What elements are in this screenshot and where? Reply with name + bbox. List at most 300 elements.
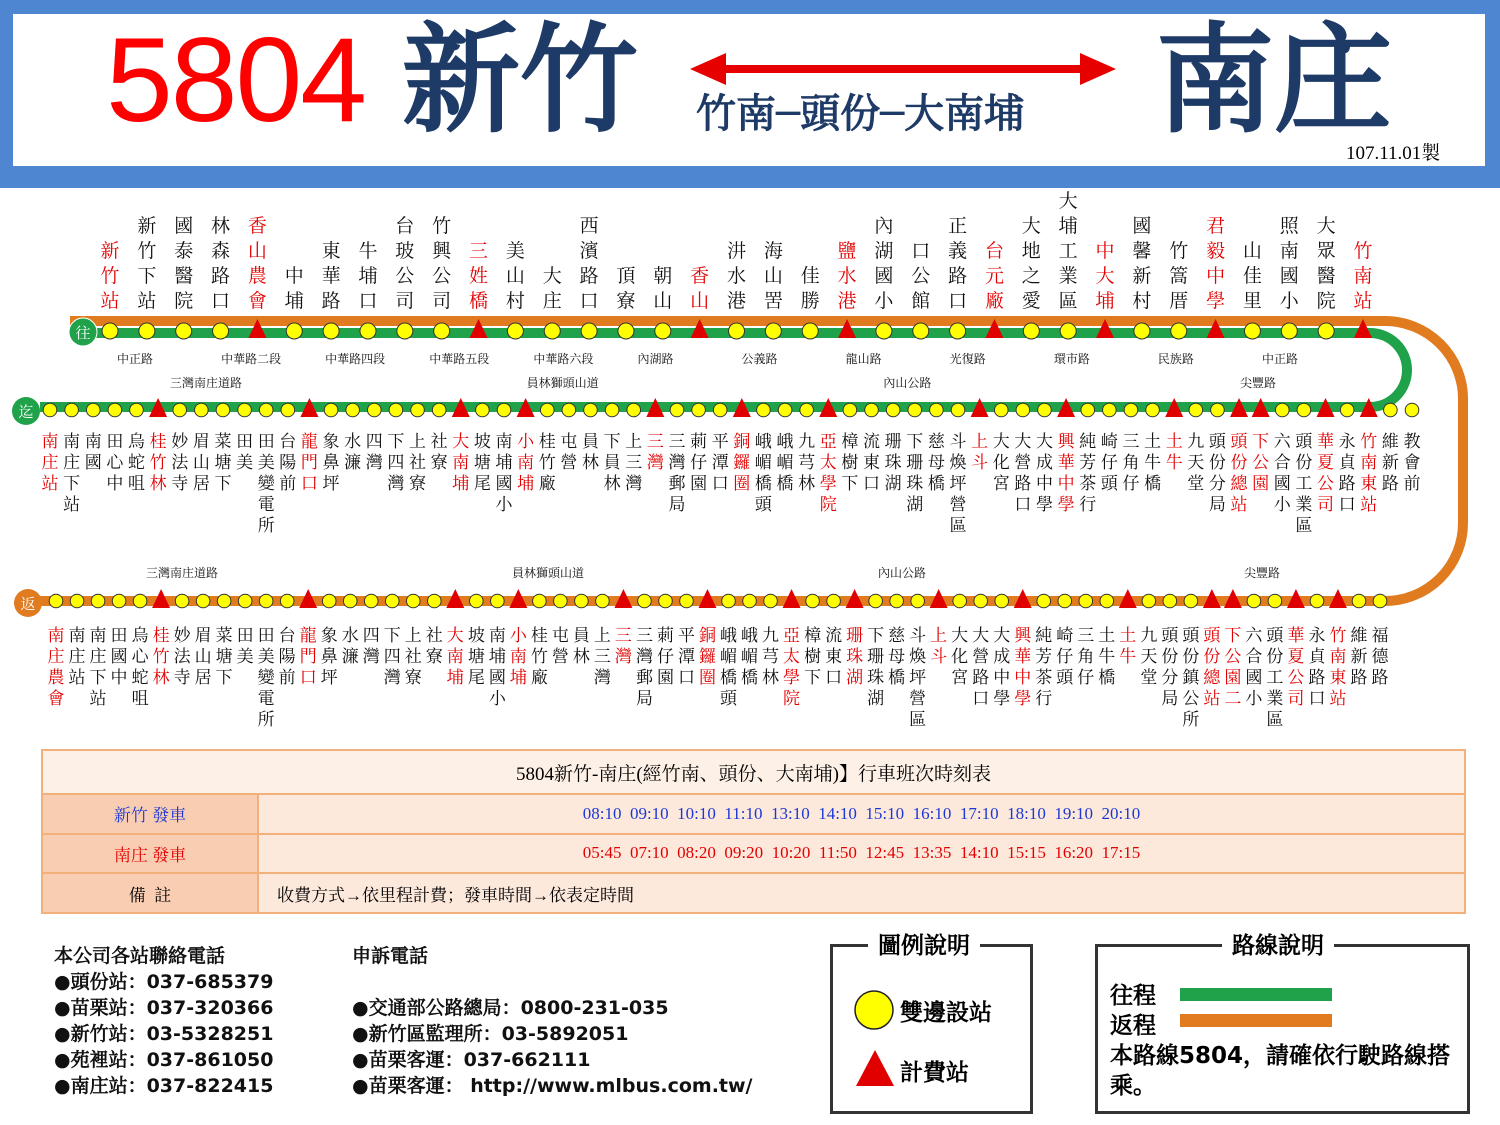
stop-label: 大埔工業區 (1058, 190, 1078, 312)
stop-dot (238, 594, 252, 608)
stop-label: 山佳里 (1242, 240, 1262, 312)
svg-text:返: 返 (20, 595, 36, 613)
stop-dot (1352, 594, 1366, 608)
stop-dot (1281, 323, 1297, 339)
stop-label: 三角仔 (1077, 626, 1095, 688)
stop-dot (638, 594, 652, 608)
stop-label: 頭份工業區 (1266, 626, 1284, 730)
road-label: 員林獅頭山道 (526, 376, 599, 390)
stop-dot (554, 594, 568, 608)
stop-label: 下公園二 (1224, 626, 1242, 709)
stop-label: 竹南站 (1353, 240, 1373, 312)
stop-label: 下珊珠湖 (867, 626, 885, 709)
stop-label: 烏心蛇咀 (131, 626, 149, 709)
stop-label: 香山 (690, 265, 710, 312)
stop-dot (176, 323, 192, 339)
stop-label: 口公館 (911, 240, 931, 312)
stop-label: 坡塘尾 (467, 626, 485, 688)
stop-label: 田美 (236, 626, 254, 667)
stop-dot (280, 594, 294, 608)
stop-label: 亞太學院 (783, 626, 801, 709)
stop-dot (286, 323, 302, 339)
stop-dot-icon (852, 988, 896, 1032)
stop-label: 三灣 (614, 626, 632, 667)
stop-label: 牛埔口 (358, 240, 378, 312)
road-label: 中華路四段 (325, 352, 386, 366)
stop-dot (1100, 594, 1114, 608)
stop-dot (655, 323, 671, 339)
return-swatch (1180, 1014, 1332, 1027)
stop-label: 社寮 (425, 626, 443, 667)
stop-dot (1023, 323, 1039, 339)
stop-dot (1189, 403, 1203, 417)
svg-text:往: 往 (75, 324, 91, 342)
stop-label: 維新路 (1350, 626, 1368, 688)
stop-dot (1103, 403, 1117, 417)
stop-dot (533, 594, 547, 608)
stop-label: 大成中學 (1035, 432, 1053, 515)
stop-dot (427, 594, 441, 608)
stop-dot (800, 403, 814, 417)
stop-dot (259, 594, 273, 608)
stop-label: 竹篙厝 (1169, 240, 1189, 312)
stop-dot (596, 594, 610, 608)
route-number: 5804 (106, 13, 365, 147)
stop-dot (476, 403, 490, 417)
stop-label: 大南埔 (452, 432, 470, 494)
stop-dot (217, 594, 231, 608)
stop-label: 南國 (84, 432, 102, 473)
stop-dot (139, 323, 155, 339)
stop-label: 珊珠湖 (884, 432, 902, 494)
stop-dot (491, 594, 505, 608)
stop-label: 小南埔 (509, 626, 527, 688)
stop-label: 小南埔 (517, 432, 535, 494)
stop-dot (765, 323, 781, 339)
stop-label: 桂竹廠 (538, 432, 556, 494)
stop-label: 竹南東站 (1329, 626, 1347, 709)
timetable-note: 收費方式→依里程計費；發車時間→依表定時間 (258, 873, 1465, 913)
timetable-title: 5804新竹-南庄(經竹南、頭份、大南埔)】行車班次時刻表 (42, 750, 1465, 794)
road-label: 三灣南庄道路 (170, 376, 243, 390)
road-label: 公義路 (741, 352, 778, 366)
stop-label: 南庄農會 (47, 626, 65, 709)
stop-label: 頭份工業區 (1295, 432, 1313, 536)
stop-label: 銅鑼圈 (698, 626, 716, 688)
stop-dot (618, 323, 634, 339)
stop-label: 社寮 (430, 432, 448, 473)
stop-dot (1211, 403, 1225, 417)
stop-label: 平潭口 (677, 626, 695, 688)
stop-label: 台元廠 (984, 240, 1004, 312)
stop-dot (1146, 403, 1160, 417)
stop-label: 正義路口 (948, 215, 968, 312)
stop-dot (1142, 594, 1156, 608)
stop-label: 桂竹林 (152, 626, 170, 688)
stop-label: 朝山 (653, 265, 673, 312)
stop-dot (43, 403, 57, 417)
contact-item: ●南庄站：037-822415 (54, 1075, 274, 1097)
stop-dot (575, 594, 589, 608)
stop-dot (581, 323, 597, 339)
stop-dot (238, 403, 252, 417)
road-label: 光復路 (949, 352, 986, 366)
stop-label: 田心中 (106, 432, 124, 494)
road-label: 中華路五段 (429, 352, 490, 366)
stop-dot (605, 403, 619, 417)
stop-label: 西濱路口 (579, 215, 599, 312)
stop-dot (1275, 403, 1289, 417)
stop-label: 妙法寺 (171, 432, 189, 494)
stop-label: 中大埔 (1095, 240, 1115, 312)
stop-dot (196, 594, 210, 608)
route-legend-return: 返程 (1110, 1013, 1156, 1039)
stop-label: 屯營 (560, 432, 578, 473)
stop-label: 南埔國小 (495, 432, 513, 515)
route-legend-outbound: 往程 (1110, 983, 1156, 1009)
stop-label: 平潭口 (711, 432, 729, 494)
complaint-item: ●交通部公路總局：0800-231-035 (352, 997, 669, 1019)
stop-label: 菜塘下 (215, 626, 233, 688)
stop-dot (865, 403, 879, 417)
stop-label: 菜塘下 (214, 432, 232, 494)
stop-label: 慈母橋 (927, 432, 945, 494)
stop-label: 頭份總站 (1203, 626, 1221, 709)
stop-label: 九芎林 (762, 626, 780, 688)
stop-dot (930, 403, 944, 417)
stop-dot (722, 594, 736, 608)
stop-label: 美山村 (505, 240, 525, 312)
stop-dot (497, 403, 511, 417)
stop-label: 三灣 (646, 432, 664, 473)
stop-dot (259, 403, 273, 417)
stop-dot (322, 594, 336, 608)
stop-label: 南庄站 (41, 432, 59, 494)
stop-label: 上三灣 (625, 432, 643, 494)
stop-dot (470, 594, 484, 608)
stop-dot (195, 403, 209, 417)
stop-label: 三灣郵局 (668, 432, 686, 515)
stop-dot (86, 403, 100, 417)
stop-dot (281, 403, 295, 417)
legend-stop-label: 雙邊設站 (900, 1000, 992, 1026)
contacts-title: 本公司各站聯絡電話 (54, 945, 226, 967)
stop-dot (743, 594, 757, 608)
complaints-title: 申訴電話 (352, 945, 429, 967)
stop-label: 大營路口 (1014, 432, 1032, 515)
road-label: 民族路 (1157, 352, 1194, 366)
stop-label: 國馨新村 (1132, 215, 1152, 312)
stop-dot (367, 403, 381, 417)
stop-dot (584, 403, 598, 417)
stop-label: 崎仔頭 (1056, 626, 1074, 688)
stop-label: 汫水港 (726, 240, 746, 312)
stop-dot (713, 403, 727, 417)
stop-label: 永貞路口 (1308, 626, 1326, 709)
stop-dot (876, 323, 892, 339)
stop-dot (869, 594, 883, 608)
stop-label: 六合國小 (1245, 626, 1263, 709)
route-legend-note: 本路線5804，請確依行駛路線搭乘。 (1110, 1043, 1451, 1099)
stop-dot (1244, 323, 1260, 339)
double-arrow-icon (690, 50, 1116, 88)
stop-label: 龍門口 (300, 432, 318, 494)
stop-label: 下四灣 (383, 626, 401, 688)
stop-label: 員林 (572, 626, 590, 667)
stop-dot (324, 403, 338, 417)
stop-dot (757, 403, 771, 417)
stop-dot (806, 594, 820, 608)
stop-label: 下珊珠湖 (906, 432, 924, 515)
stop-dot (953, 594, 967, 608)
stop-dot (49, 594, 63, 608)
stop-dot (130, 403, 144, 417)
stop-dot (1038, 403, 1052, 417)
stop-label: 上社寮 (404, 626, 422, 688)
stop-label: 六合國小 (1273, 432, 1291, 515)
stop-label: 南庄下站 (63, 432, 81, 515)
stop-label: 大南埔 (446, 626, 464, 688)
stop-dot (627, 403, 641, 417)
stop-dot (133, 594, 147, 608)
timetable-times-hsinchu: 08:10 09:10 10:10 11:10 13:10 14:10 15:10 16:10 17:10 18:10 19:10 20:10 (258, 794, 1465, 834)
timetable-label-nanzhuang: 南庄 發車 (42, 834, 258, 874)
outbound-marker (69, 318, 97, 346)
stop-dot (995, 594, 1009, 608)
stop-dot (216, 403, 230, 417)
stop-dot (1016, 403, 1030, 417)
stop-dot (346, 403, 360, 417)
print-date: 107.11.01製 (1346, 143, 1441, 164)
stop-label: 亞太學院 (819, 432, 837, 515)
stop-label: 上斗 (930, 626, 948, 667)
stop-dot (890, 594, 904, 608)
stop-label: 佳勝 (800, 265, 820, 312)
stop-label: 屯營 (551, 626, 569, 667)
stop-dot (764, 594, 778, 608)
stop-label: 興華中學 (1057, 432, 1075, 515)
stop-dot (70, 594, 84, 608)
stop-dot (692, 403, 706, 417)
stop-label: 莿仔園 (656, 626, 674, 688)
stop-label: 台玻公司 (395, 215, 415, 312)
stop-label: 田國中 (110, 626, 128, 688)
stop-dot (659, 594, 673, 608)
stop-label: 大化宮 (951, 626, 969, 688)
stop-dot (886, 403, 900, 417)
stop-dot (1058, 594, 1072, 608)
stop-dot (1384, 403, 1398, 417)
contact-item: ●苑裡站：037-861050 (54, 1049, 274, 1071)
complaint-item: ●苗栗客運：037-662111 (352, 1049, 591, 1071)
stop-label: 眉山居 (194, 626, 212, 688)
timetable-times-nanzhuang: 05:45 07:10 08:20 09:20 10:20 11:50 12:45 13:35 14:10 15:15 16:20 17:15 (258, 834, 1465, 874)
road-label: 環市路 (1053, 352, 1090, 366)
stop-dot (1163, 594, 1177, 608)
stop-label: 土牛橋 (1144, 432, 1162, 494)
stop-dot (1297, 403, 1311, 417)
stop-dot (1124, 403, 1138, 417)
road-label: 員林獅頭山道 (512, 566, 585, 580)
road-label: 中正路 (1262, 352, 1299, 366)
stop-label: 華夏公司 (1317, 432, 1335, 515)
stop-label: 象鼻坪 (320, 626, 338, 688)
legend-fee-label: 計費站 (900, 1060, 969, 1086)
stop-dot (540, 403, 554, 417)
stop-label: 土牛 (1119, 626, 1137, 667)
stop-label: 新竹下站 (137, 215, 157, 312)
stop-label: 樟樹下 (804, 626, 822, 688)
road-label: 尖豐路 (1244, 566, 1281, 580)
stop-label: 莿仔園 (690, 432, 708, 494)
stop-label: 照南國小 (1279, 215, 1299, 312)
timetable (41, 749, 1466, 914)
stop-label: 下員林 (603, 432, 621, 494)
road-label: 中華路二段 (221, 352, 282, 366)
outbound-line (40, 333, 1407, 407)
stop-label: 烏蛇咀 (127, 432, 145, 494)
stop-label: 員林 (581, 432, 599, 473)
stop-dot (994, 403, 1008, 417)
legend-title: 圖例說明 (868, 931, 980, 961)
stop-label: 大地之愛 (1021, 215, 1041, 312)
road-label: 中華路六段 (533, 352, 594, 366)
stop-label: 桂竹廠 (530, 626, 548, 688)
stop-label: 水濂 (341, 626, 359, 667)
stop-dot (1340, 403, 1354, 417)
contact-item: ●頭份站：037-685379 (54, 971, 274, 993)
stop-label: 台陽前 (278, 626, 296, 688)
stop-label: 中埔 (284, 265, 304, 312)
timetable-label-hsinchu: 新竹 發車 (42, 794, 258, 834)
route-via: 竹南─頭份─大南埔 (696, 91, 1025, 137)
road-label: 內湖路 (637, 352, 674, 366)
stop-label: 頭份總站 (1230, 432, 1248, 515)
stop-dot (1373, 594, 1387, 608)
stop-dot (213, 323, 229, 339)
stop-label: 國泰醫院 (174, 215, 194, 312)
stop-dot (65, 403, 79, 417)
complaint-item: ●苗栗客運： http://www.mlbus.com.tw/ (352, 1075, 753, 1097)
stop-label: 君毅中學 (1206, 215, 1226, 312)
stop-label: 南埔國小 (488, 626, 506, 709)
stop-label: 三灣郵局 (635, 626, 653, 709)
stop-dot (364, 594, 378, 608)
stop-label: 華夏公司 (1287, 626, 1305, 709)
stop-label: 竹南東站 (1360, 432, 1378, 515)
stop-label: 崎仔頭 (1100, 432, 1118, 494)
stop-label: 上社寮 (409, 432, 427, 494)
stop-dot (411, 403, 425, 417)
stop-dot (175, 594, 189, 608)
stop-label: 四灣 (365, 432, 383, 473)
stop-label: 大營路口 (972, 626, 990, 709)
stop-dot (562, 403, 576, 417)
stop-label: 峨嵋橋 (741, 626, 759, 688)
stop-label: 水濂 (344, 432, 362, 473)
stop-label: 妙法寺 (173, 626, 191, 688)
stop-label: 斗煥坪營區 (909, 626, 927, 730)
stop-dot (544, 323, 560, 339)
stop-dot (434, 323, 450, 339)
stop-dot (343, 594, 357, 608)
stop-label: 田美變電所 (257, 432, 275, 536)
stop-label: 下四灣 (387, 432, 405, 494)
stop-label: 上三灣 (593, 626, 611, 688)
stop-dot (112, 594, 126, 608)
stop-label: 海山罟 (763, 240, 783, 312)
stop-dot (1405, 403, 1419, 417)
complaint-item: ●新竹區監理所：03-5892051 (352, 1023, 629, 1045)
stop-label: 下公園 (1252, 432, 1270, 494)
stop-label: 峨嵋橋 (776, 432, 794, 494)
stop-dot (389, 403, 403, 417)
complaints-block (352, 943, 753, 1099)
stop-label: 頭份分局 (1208, 432, 1226, 515)
stop-label: 竹興公司 (432, 215, 452, 312)
stop-label: 純芳茶行 (1035, 626, 1053, 709)
stop-label: 流東口 (863, 432, 881, 494)
route-legend-title: 路線說明 (1222, 931, 1334, 961)
stop-label: 流東口 (825, 626, 843, 688)
stop-dot (432, 403, 446, 417)
stop-label: 眉山居 (192, 432, 210, 494)
stop-label: 頂寮 (616, 265, 636, 312)
stop-label: 大化宮 (992, 432, 1010, 494)
stop-label: 坡塘尾 (473, 432, 491, 494)
stop-label: 香山農會 (247, 215, 267, 312)
stop-label: 象鼻坪 (322, 432, 340, 494)
stop-dot (680, 594, 694, 608)
stop-label: 新竹站 (100, 240, 120, 312)
stop-dot (827, 594, 841, 608)
stop-label: 銅鑼圈 (733, 432, 751, 494)
stop-dot (1318, 323, 1334, 339)
route-destination: 南庄 (1156, 11, 1393, 149)
stop-dot (323, 323, 339, 339)
contact-item: ●苗栗站：037-320366 (54, 997, 274, 1019)
stop-dot (507, 323, 523, 339)
stop-label: 珊珠湖 (846, 626, 864, 688)
stop-label: 慈母橋 (888, 626, 906, 688)
stop-label: 土牛橋 (1098, 626, 1116, 688)
stop-label: 頭份分局 (1161, 626, 1179, 709)
road-label: 內山公路 (878, 566, 927, 580)
stop-label: 上斗 (971, 432, 989, 473)
stop-label: 純芳茶行 (1079, 432, 1097, 515)
stop-label: 鹽水港 (837, 240, 857, 312)
route-origin: 新竹 (402, 11, 639, 149)
stop-label: 興華中學 (1014, 626, 1032, 709)
stop-dot (385, 594, 399, 608)
stop-label: 大眾醫院 (1316, 215, 1336, 312)
fee-triangle-icon (854, 1048, 896, 1088)
stop-dot (91, 594, 105, 608)
road-label: 龍山路 (845, 352, 882, 366)
stop-label: 九天堂 (1187, 432, 1205, 494)
stop-label: 田美 (236, 432, 254, 473)
stop-dot (1081, 403, 1095, 417)
stop-dot (397, 323, 413, 339)
stop-label: 三角仔 (1122, 432, 1140, 494)
stop-label: 九芎林 (798, 432, 816, 494)
contacts-block (54, 943, 273, 1099)
stop-label: 峨嵋橋頭 (754, 432, 772, 515)
stop-dot (1060, 323, 1076, 339)
stop-dot (1268, 594, 1282, 608)
stop-label: 大庄 (542, 265, 562, 312)
return-marker (14, 589, 42, 617)
